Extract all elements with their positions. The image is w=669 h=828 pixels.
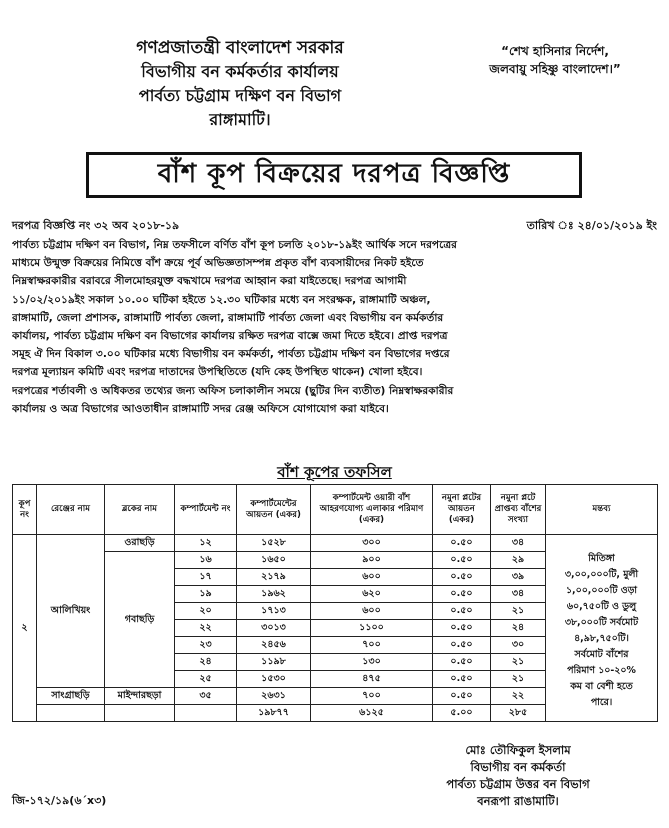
block-cell: গবাছড়ি	[105, 552, 175, 688]
compartment-cell: ১২	[175, 535, 237, 552]
body-line: পার্বত্য চট্টগ্রাম দক্ষিণ বন বিভাগ, নিম্ন তফসীলে বর্ণিত বাঁশ কূপ চলতি ২০১৮-১৯ইং আর্থিক সনে দরপত্রের	[12, 239, 457, 251]
body-line: রাঙ্গামাটি, জেলা প্রশাসক, রাঙ্গামাটি পার্বত্য জেলা, রাঙ্গামাটি পার্বত্য জেলা এবং বিভাগীয় বন কর্মকর্তার	[12, 311, 444, 324]
col-header-harvest-area: কম্পার্টমেন্ট ওয়ারী বাঁশ আহরণযোগ্য এলাকার পরিমাণ (একর)	[311, 485, 433, 535]
plot-area-cell: ০.৫০	[433, 637, 491, 654]
bamboo-count-cell: ৩৯	[491, 569, 546, 586]
government-name: গণপ্রজাতন্ত্রী বাংলাদেশ সরকার	[136, 38, 344, 58]
harvest-area-cell: ৯০০	[311, 552, 433, 569]
body-line: নিম্নস্বাক্ষরকারীর বরাবরে সীলমোহরযুক্ত বদ্ধখামে দরপত্র আহ্বান করা যাইতেছে। দরপত্র আগামী	[12, 275, 407, 288]
slogan-line-2: জলবায়ু সহিষ্ণু বাংলাদেশ।”	[489, 62, 621, 76]
notice-title: বাঁশ কূপ বিক্রয়ের দরপত্র বিজ্ঞপ্তি	[157, 159, 511, 189]
compartment-cell: ১৯	[175, 586, 237, 603]
area-cell: ২১৭৯	[237, 569, 311, 586]
signatory-name: মোঃ তৌফিকুল ইসলাম	[465, 743, 571, 757]
body-line: দরপত্র মূল্যায়ন কমিটি এবং দরপত্র দাতাদের উপস্থিতিতে (যদি কেহ উপস্থিত থাকেন) খোলা হইবে।	[12, 366, 423, 379]
compartment-cell: ১৭	[175, 569, 237, 586]
signatory-division: পার্বত্য চট্টগ্রাম উত্তর বন বিভাগ	[446, 777, 590, 791]
remarks-line: ৬০,৭৫০টি ও ডুলু	[566, 601, 637, 612]
body-line: মাধ্যমে উন্মুক্ত বিক্রয়ের নিমিত্তে বাঁশ ক্রয়ে পূর্ব অভিজ্ঞতাসম্পন্ন প্রকৃত বাঁশ ব্যবসায়ীদের নিকট হইতে	[12, 257, 424, 270]
office-header	[60, 36, 420, 132]
col-header-block: ব্লকের নাম	[105, 485, 175, 535]
area-cell: ২৬৩১	[237, 688, 311, 705]
body-line: ১১/০২/২০১৯ইং সকাল ১০.০০ ঘটিকা হইতে ১২.৩০ ঘটিকার মধ্যে বন সংরক্ষক, রাঙ্গামাটি অঞ্চল,	[12, 293, 431, 306]
remarks-line: পারে।	[590, 697, 613, 708]
total-bamboo-count-cell: ২৮৫	[491, 705, 546, 722]
compartment-cell: ২০	[175, 603, 237, 620]
compartment-cell: ২২	[175, 620, 237, 637]
bamboo-count-cell: ৩৪	[491, 586, 546, 603]
bamboo-count-cell: ২১	[491, 671, 546, 688]
table-header-row	[13, 485, 658, 535]
area-cell: ১৬৫০	[237, 552, 311, 569]
plot-area-cell: ০.৫০	[433, 688, 491, 705]
empty-cell	[105, 705, 175, 722]
notice-number: দরপত্র বিজ্ঞপ্তি নং ৩২ অব ২০১৮-১৯	[12, 219, 180, 232]
total-harvest-area-cell: ৬১২৫	[311, 705, 433, 722]
harvest-area-cell: ১৩০	[311, 654, 433, 671]
well-number-cell: ২	[13, 535, 37, 722]
table-row	[13, 535, 658, 552]
plot-area-cell: ০.৫০	[433, 654, 491, 671]
bamboo-count-cell: ৩০	[491, 637, 546, 654]
compartment-cell: ২৩	[175, 637, 237, 654]
bamboo-count-cell: ২১	[491, 654, 546, 671]
col-header-bamboo-count: নমুনা প্লটে প্রাপ্তব্য বাঁশের সংখ্যা	[491, 485, 546, 535]
remarks-line: পরিমাণ ১০-২০%	[567, 665, 636, 676]
harvest-area-cell: ৩০০	[311, 535, 433, 552]
remarks-line: ১,০০,০০০টি ওড়া	[565, 585, 638, 596]
body-line: কার্যালয়, পার্বত্য চট্টগ্রাম দক্ষিণ বন বিভাগের কার্যালয় রক্ষিত দরপত্র বাক্সে জমা দিতে হইবে। প্রাপ্ত দরপত্র	[12, 330, 448, 343]
plot-area-cell: ০.৫০	[433, 603, 491, 620]
notice-body	[12, 236, 657, 418]
area-cell: ১৫২৮	[237, 535, 311, 552]
harvest-area-cell: ৪৭৫	[311, 671, 433, 688]
remarks-line: ৩৮,০০০টি সর্বমোট	[564, 617, 639, 628]
col-header-range: রেঞ্জের নাম	[37, 485, 105, 535]
signatory-location: বনরূপা রাঙামাটি।	[477, 794, 559, 808]
plot-area-cell: ০.৫০	[433, 620, 491, 637]
remarks-line: মিতিঙ্গা	[588, 553, 615, 564]
col-header-remarks: মন্তব্য	[546, 485, 658, 535]
remarks-cell	[546, 535, 658, 722]
col-header-well-no: কূপ নং	[13, 485, 37, 535]
signature-block	[398, 742, 638, 810]
range-cell: সাংগ্রাছড়ি	[37, 688, 105, 705]
harvest-area-cell: ৭০০	[311, 688, 433, 705]
plot-area-cell: ০.৫০	[433, 535, 491, 552]
block-cell: মাইন্দারছড়া	[105, 688, 175, 705]
compartment-cell: ১৬	[175, 552, 237, 569]
col-header-plot-area: নমুনা প্লটের আয়তন (একর)	[433, 485, 491, 535]
range-cell: আলিখিয়ং	[37, 535, 105, 688]
total-plot-area-cell: ৫.০০	[433, 705, 491, 722]
total-area-cell: ১৯৮৭৭	[237, 705, 311, 722]
notice-title-box	[86, 152, 582, 198]
signatory-designation: বিভাগীয় বন কর্মকর্তা	[470, 760, 566, 774]
area-cell: ২৪৫৬	[237, 637, 311, 654]
bamboo-count-cell: ২৯	[491, 552, 546, 569]
area-cell: ১৯৬২	[237, 586, 311, 603]
block-cell: ওরাছড়ি	[105, 535, 175, 552]
plot-area-cell: ০.৫০	[433, 586, 491, 603]
plot-area-cell: ০.৫০	[433, 552, 491, 569]
plot-area-cell: ০.৫০	[433, 671, 491, 688]
area-cell: ১৭১৩	[237, 603, 311, 620]
area-cell: ১১৯৮	[237, 654, 311, 671]
compartment-cell: ২৫	[175, 671, 237, 688]
body-line: কার্যালয় ও অত্র বিভাগের আওতাধীন রাঙ্গামাটি সদর রেঞ্জ অফিসে যোগাযোগ করা যাইবে।	[12, 402, 389, 415]
reference-line	[12, 217, 657, 233]
office-location: রাঙ্গামাটি।	[209, 110, 271, 129]
col-header-area: কম্পার্টমেন্টের আয়তন (একর)	[237, 485, 311, 535]
area-cell: ৩০১৩	[237, 620, 311, 637]
remarks-line: ৪,৯৮,৭৫০টি।	[574, 633, 629, 644]
slogan-line-1: “শেখ হাসিনার নির্দেশ,	[501, 44, 609, 58]
harvest-area-cell: ৬০০	[311, 569, 433, 586]
harvest-area-cell: ৬২০	[311, 586, 433, 603]
bamboo-count-cell: ৩৪	[491, 535, 546, 552]
area-cell: ১৫৩০	[237, 671, 311, 688]
slogan	[470, 42, 640, 78]
col-header-compartment: কম্পার্টমেন্ট নং	[175, 485, 237, 535]
bamboo-well-table	[12, 484, 658, 722]
body-line: সমূহ ঐ দিন বিকাল ৩.০০ ঘটিকার মধ্যে বিভাগীয় বন কর্মকর্তা, পার্বত্য চট্টগ্রাম দক্ষিণ বন বিভাগের দপ্তরে	[12, 348, 450, 361]
notice-date: তারিখ ঃ ২৪/০১/২০১৯ ইং	[526, 219, 657, 232]
division-name: পার্বত্য চট্টগ্রাম দক্ষিণ বন বিভাগ	[138, 86, 342, 105]
compartment-cell: ২৪	[175, 654, 237, 671]
harvest-area-cell: ৭০০	[311, 637, 433, 654]
office-name: বিভাগীয় বন কর্মকর্তার কার্যালয়	[141, 62, 339, 81]
empty-cell	[37, 705, 105, 722]
bamboo-count-cell: ২১	[491, 603, 546, 620]
memo-number: জি-১৭২/১৯(৬´x৩)	[12, 794, 107, 807]
remarks-line: কম বা বেশী হতে	[570, 681, 633, 692]
remarks-line: সর্বমোট বাঁশের	[574, 649, 629, 660]
table-title: বাঁশ কূপের তফসিল	[277, 463, 392, 481]
empty-cell	[175, 705, 237, 722]
bamboo-count-cell: ২২	[491, 688, 546, 705]
plot-area-cell: ০.৫০	[433, 569, 491, 586]
body-line: দরপত্রের শর্তাবলী ও অধিকতর তথ্যের জন্য অফিস চলাকালীন সময়ে (ছুটির দিন ব্যতীত) নিম্নস্বাক্ষরকারীর	[12, 384, 454, 397]
bamboo-count-cell: ২৪	[491, 620, 546, 637]
remarks-line: ৩,০০,০০০টি, মুলী	[564, 569, 639, 580]
harvest-area-cell: ১১০০	[311, 620, 433, 637]
compartment-cell: ৩৫	[175, 688, 237, 705]
harvest-area-cell: ৬০০	[311, 603, 433, 620]
